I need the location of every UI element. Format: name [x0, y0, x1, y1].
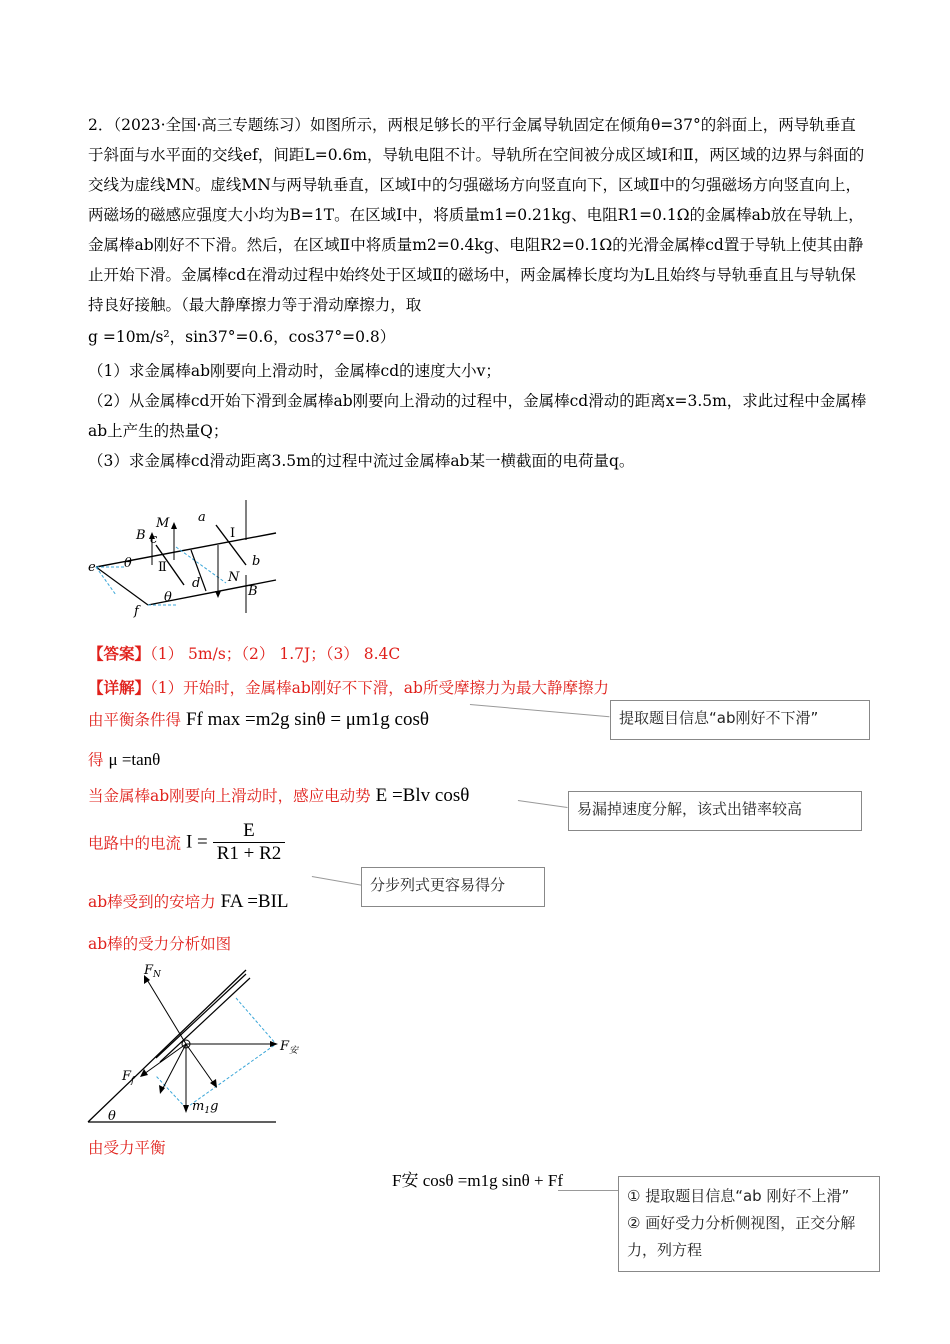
- note-1: 提取题目信息“ab刚好不下滑”: [610, 700, 870, 740]
- note-4-connector: [558, 1190, 618, 1191]
- detail-line-5: [88, 820, 285, 865]
- dash-e2: [96, 567, 116, 595]
- sub-question-1: （1）求金属棒ab刚要向上滑动时，金属棒cd的速度大小v；: [88, 362, 501, 380]
- rod-line-2: [160, 978, 250, 1062]
- label-Ff: $F_f$: [122, 1069, 135, 1086]
- incline-line: [88, 970, 246, 1122]
- equation-balance: F安 cosθ =m1g sinθ + Ff: [392, 1171, 564, 1190]
- label-e: e: [88, 560, 96, 575]
- detail-line-8: 由受力平衡: [88, 1139, 166, 1157]
- detail-line-9: [392, 1166, 563, 1191]
- label-theta: θ: [108, 1109, 116, 1124]
- label-N: N: [228, 570, 240, 585]
- equation-ampere-force: FA =BIL: [220, 891, 289, 912]
- detail-line-6-label: ab棒受到的安培力: [88, 893, 216, 911]
- detail-line-6: [88, 890, 289, 913]
- detail-line-7: ab棒的受力分析如图: [88, 935, 232, 953]
- label-F-an: $F_安$: [280, 1039, 299, 1056]
- force-component: [186, 1044, 214, 1084]
- label-B-bottom: B: [248, 584, 258, 599]
- label-FN: $F_N$: [144, 963, 161, 980]
- equation-friction-max: Ff max =m2g sinθ = μm1g cosθ: [185, 709, 429, 730]
- question-paragraph: [88, 110, 868, 320]
- note-3-connector: [312, 876, 361, 886]
- note-2-connector: [518, 800, 568, 808]
- label-region-2: Ⅱ: [158, 560, 167, 575]
- label-c: c: [150, 532, 158, 547]
- rail-diagram: [86, 495, 286, 630]
- label-region-1: Ⅰ: [230, 526, 236, 541]
- equation-mu: μ =tanθ: [108, 750, 161, 769]
- question-body: 如图所示，两根足够长的平行金属导轨固定在倾角θ=37°的斜面上，两导轨垂直于斜面与水平面的交线ef，间距L=0.6m，导轨电阻不计。导轨所在空间被分成区域Ⅰ和Ⅱ，两区域的边界与斜面的交线为虚线MN。虚线MN与两导轨垂直，区域Ⅰ中的匀强磁场方向竖直向下，区域Ⅱ中的匀强磁场方向竖直向上，两磁场的磁感应强度大小均为B=1T。在区域Ⅰ中，将质量m1=0.21kg、电阻R1=0.1Ω的金属棒ab放在导轨上，金属棒ab刚好不下滑。然后，在区域Ⅱ中将质量m2=0.4kg、电阻R2=0.1Ω的光滑金属棒cd置于导轨上使其由静止开始下滑。金属棒cd在滑动过程中始终处于区域Ⅱ的磁场中，两金属棒长度均为L且始终与导轨垂直且与导轨保持良好接触。（最大静摩擦力等于滑动摩擦力，取: [88, 116, 865, 314]
- note-3: 分步列式更容易得分: [361, 867, 545, 907]
- answer-line: [88, 642, 400, 664]
- question-block: [88, 110, 868, 476]
- equation-current-lhs: I =: [185, 831, 208, 853]
- label-theta-2: θ: [164, 590, 172, 605]
- question-number: 2．: [88, 116, 114, 134]
- label-b: b: [252, 554, 261, 569]
- detail-line-2: [88, 708, 429, 731]
- label-m1g: $m_1g$: [192, 1099, 219, 1116]
- label-d: d: [192, 576, 201, 591]
- answer-text: （1） 5m/s；（2） 1.7J；（3） 8.4C: [150, 645, 401, 663]
- force-diagram: [86, 958, 306, 1128]
- detail-tag: 【详解】: [88, 678, 151, 697]
- label-a: a: [198, 510, 206, 525]
- detail-line-3-label: 得: [88, 751, 104, 769]
- rail-upper: [96, 533, 276, 567]
- force-normal: [146, 978, 186, 1044]
- question-constants: g =10m/s²，sin37°=0.6，cos37°=0.8）: [88, 328, 396, 346]
- dash-c: [236, 998, 276, 1044]
- note-1-connector: [470, 704, 610, 717]
- line-ef: [96, 567, 148, 605]
- detail-line-1-text: （1）开始时，金属棒ab刚好不下滑，ab所受摩擦力为最大静摩擦力: [150, 679, 609, 697]
- detail-line-3: [88, 748, 160, 770]
- note-4: ① 提取题目信息“ab 刚好不上滑” ② 画好受力分析侧视图，正交分解力，列方程: [618, 1176, 880, 1272]
- fraction-denominator: R1 + R2: [216, 843, 282, 864]
- force-component-2: [162, 1044, 186, 1090]
- detail-line-4-label: 当金属棒ab刚要向上滑动时，感应电动势: [88, 787, 371, 805]
- sub-question-3: （3）求金属棒cd滑动距离3.5m的过程中流过金属棒ab某一横截面的电荷量q。: [88, 452, 635, 470]
- fraction-numerator: E: [213, 820, 286, 843]
- question-source: （2023·全国·高三专题练习）: [113, 116, 310, 134]
- detail-line-4: [88, 784, 469, 807]
- note-2: 易漏掉速度分解，该式出错率较高: [568, 791, 862, 831]
- answer-tag: 【答案】: [88, 644, 151, 663]
- sub-question-2: （2）从金属棒cd开始下滑到金属棒ab刚要向上滑动的过程中，金属棒cd滑动的距离x=3.5m，求此过程中金属棒ab上产生的热量Q；: [88, 392, 867, 440]
- label-M: M: [156, 516, 170, 531]
- label-B-top: B: [136, 528, 146, 543]
- label-theta-1: θ: [124, 556, 132, 571]
- detail-line-5-label: 电路中的电流: [88, 834, 182, 853]
- label-f: f: [134, 604, 139, 619]
- equation-current-fraction: [213, 820, 286, 865]
- equation-emf: E =Blv cosθ: [375, 785, 470, 806]
- detail-line-2-label: 由平衡条件得: [88, 711, 182, 729]
- detail-line-1: [88, 676, 609, 698]
